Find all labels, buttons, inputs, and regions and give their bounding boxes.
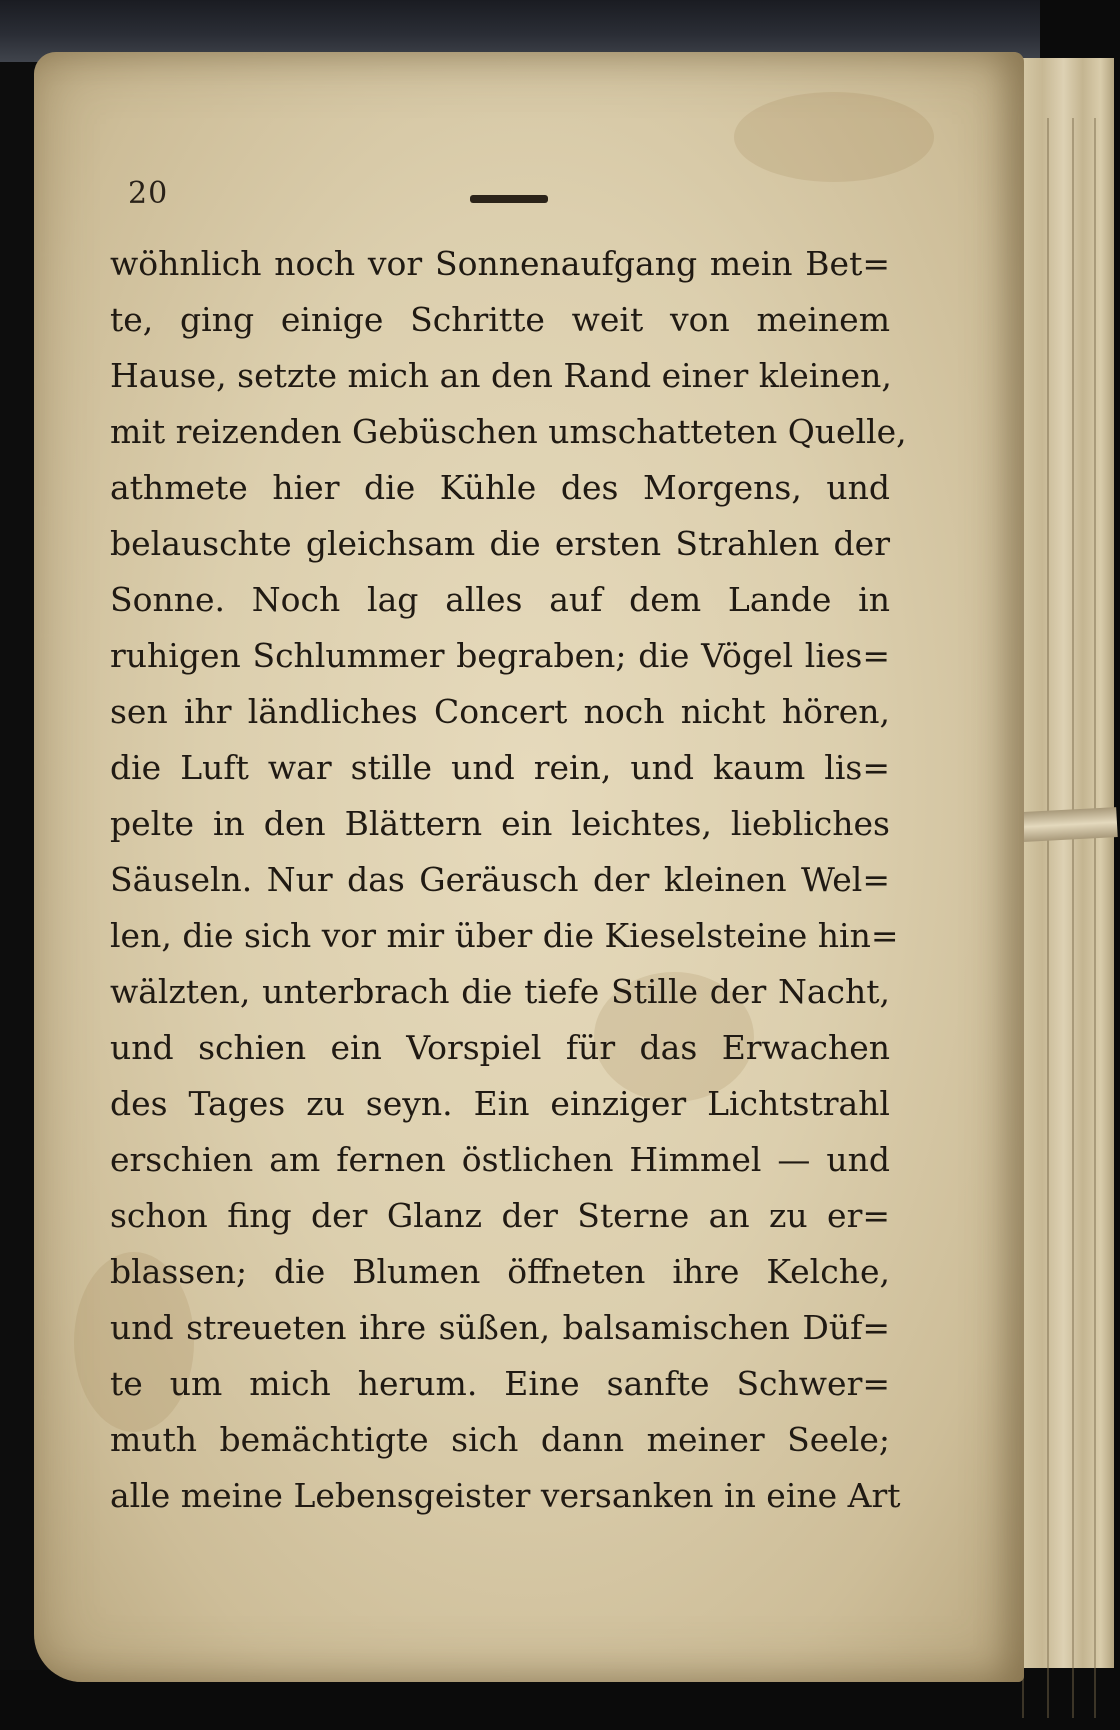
text-line: des Tages zu seyn. Ein einziger Lichtstrahl	[110, 1084, 890, 1123]
text-line: die Luft war stille und rein, und kaum lis=	[110, 748, 890, 787]
text-line: erschien am fernen östlichen Himmel — und	[110, 1140, 890, 1179]
text-line: len, die sich vor mir über die Kieselsteine hin=	[110, 916, 899, 955]
text-line: pelte in den Blättern ein leichtes, liebliches	[110, 804, 890, 843]
text-line: te um mich herum. Eine sanfte Schwer=	[110, 1364, 890, 1403]
text-line: und streueten ihre süßen, balsamischen Düf=	[110, 1308, 890, 1347]
text-line: mit reizenden Gebüschen umschatteten Quelle,	[110, 412, 907, 451]
text-line: Hause, setzte mich an den Rand einer kleinen,	[110, 356, 892, 395]
text-line: und schien ein Vorspiel für das Erwachen	[110, 1028, 890, 1067]
text-line: muth bemächtigte sich dann meiner Seele;	[110, 1420, 890, 1459]
header-rule	[470, 195, 548, 203]
text-line: belauschte gleichsam die ersten Strahlen der	[110, 524, 890, 563]
text-line: wöhnlich noch vor Sonnenaufgang mein Bet=	[110, 244, 890, 283]
text-line: Sonne. Noch lag alles auf dem Lande in	[110, 580, 890, 619]
page-edge-line	[1072, 118, 1074, 1718]
text-line: athmete hier die Kühle des Morgens, und	[110, 468, 890, 507]
text-line: alle meine Lebensgeister versanken in eine Art	[110, 1476, 901, 1515]
page-number: 20	[128, 176, 169, 211]
text-line: schon fing der Glanz der Sterne an zu er=	[110, 1196, 890, 1235]
text-line: ruhigen Schlummer begraben; die Vögel lies=	[110, 636, 890, 675]
text-line: wälzten, unterbrach die tiefe Stille der Nacht,	[110, 972, 890, 1011]
page-edge-line	[1094, 118, 1096, 1718]
paper-stain	[734, 92, 934, 182]
text-line: te, ging einige Schritte weit von meinem	[110, 300, 890, 339]
page-edge-line	[1047, 118, 1049, 1718]
body-text	[110, 236, 907, 1524]
text-line: Säuseln. Nur das Geräusch der kleinen Wel=	[110, 860, 890, 899]
text-line: blassen; die Blumen öffneten ihre Kelche,	[110, 1252, 890, 1291]
text-line: sen ihr ländliches Concert noch nicht hören,	[110, 692, 890, 731]
